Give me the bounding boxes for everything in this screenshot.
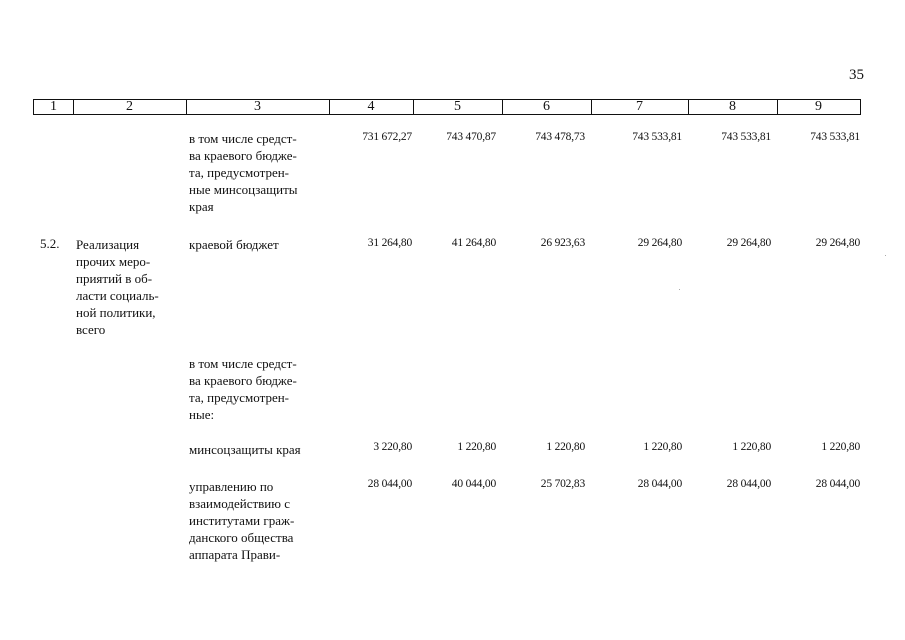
source-line: взаимодействию с [189, 496, 290, 511]
source-line: ва краевого бюдже- [189, 373, 297, 388]
name-line: прочих меро- [76, 254, 151, 269]
value-col-6: 26 923,63 [540, 237, 585, 249]
value-col-7: 29 264,80 [637, 237, 682, 249]
value-col-5: 40 044,00 [451, 478, 496, 490]
source-line: ные минсоцзащиты [189, 182, 298, 197]
header-col-5: 5 [454, 99, 461, 114]
scan-speck [885, 255, 886, 256]
value-col-7: 743 533,81 [632, 131, 682, 143]
value-col-6: 1 220,80 [546, 441, 585, 453]
header-col-7: 7 [636, 99, 643, 114]
value-col-5: 743 470,87 [446, 131, 496, 143]
value-col-8: 743 533,81 [721, 131, 771, 143]
page-number: 35 [849, 67, 864, 83]
value-col-4: 731 672,27 [362, 131, 412, 143]
source-line: управлению по [189, 479, 274, 494]
name-line: всего [76, 322, 106, 337]
header-col-2: 2 [126, 99, 133, 114]
source-line: ва краевого бюдже- [189, 148, 297, 163]
source-line: края [189, 199, 214, 214]
source-line: краевой бюджет [189, 237, 279, 252]
value-col-7: 1 220,80 [643, 441, 682, 453]
header-col-1: 1 [50, 99, 57, 114]
scan-speck [679, 289, 680, 290]
value-col-7: 28 044,00 [637, 478, 682, 490]
name-line: ласти социаль- [76, 288, 159, 303]
value-col-9: 29 264,80 [815, 237, 860, 249]
source-line: институтами граж- [189, 513, 295, 528]
source-line: аппарата Прави- [189, 547, 281, 562]
value-col-4: 31 264,80 [367, 237, 412, 249]
source-line: та, предусмотрен- [189, 165, 290, 180]
value-col-8: 1 220,80 [732, 441, 771, 453]
table-header [33, 99, 861, 115]
value-col-4: 3 220,80 [373, 441, 412, 453]
name-line: Реализация [76, 237, 140, 252]
source-line: в том числе средст- [189, 356, 297, 371]
name-line: приятий в об- [76, 271, 153, 286]
value-col-4: 28 044,00 [367, 478, 412, 490]
header-col-3: 3 [254, 99, 261, 114]
value-col-8: 29 264,80 [726, 237, 771, 249]
value-col-9: 28 044,00 [815, 478, 860, 490]
value-col-6: 25 702,83 [540, 478, 585, 490]
source-line: та, предусмотрен- [189, 390, 290, 405]
header-col-9: 9 [815, 99, 822, 114]
header-col-4: 4 [367, 99, 375, 114]
value-col-9: 1 220,80 [821, 441, 860, 453]
source-line: данского общества [189, 530, 294, 545]
name-line: ной политики, [76, 305, 156, 320]
source-cell [189, 130, 323, 215]
source-line: в том числе средст- [189, 131, 297, 146]
header-col-8: 8 [729, 99, 736, 114]
value-col-5: 41 264,80 [451, 237, 496, 249]
header-col-6: 6 [543, 99, 550, 114]
value-col-9: 743 533,81 [810, 131, 860, 143]
row-number: 5.2. [40, 236, 60, 251]
source-line: минсоцзащиты края [189, 442, 301, 457]
activity-name-cell [76, 236, 179, 338]
source-cell [189, 441, 323, 458]
source-cell [189, 355, 323, 423]
value-col-6: 743 478,73 [535, 131, 585, 143]
source-cell [189, 478, 323, 563]
value-col-5: 1 220,80 [457, 441, 496, 453]
source-cell [189, 236, 323, 253]
source-line: ные: [189, 407, 215, 422]
value-col-8: 28 044,00 [726, 478, 771, 490]
